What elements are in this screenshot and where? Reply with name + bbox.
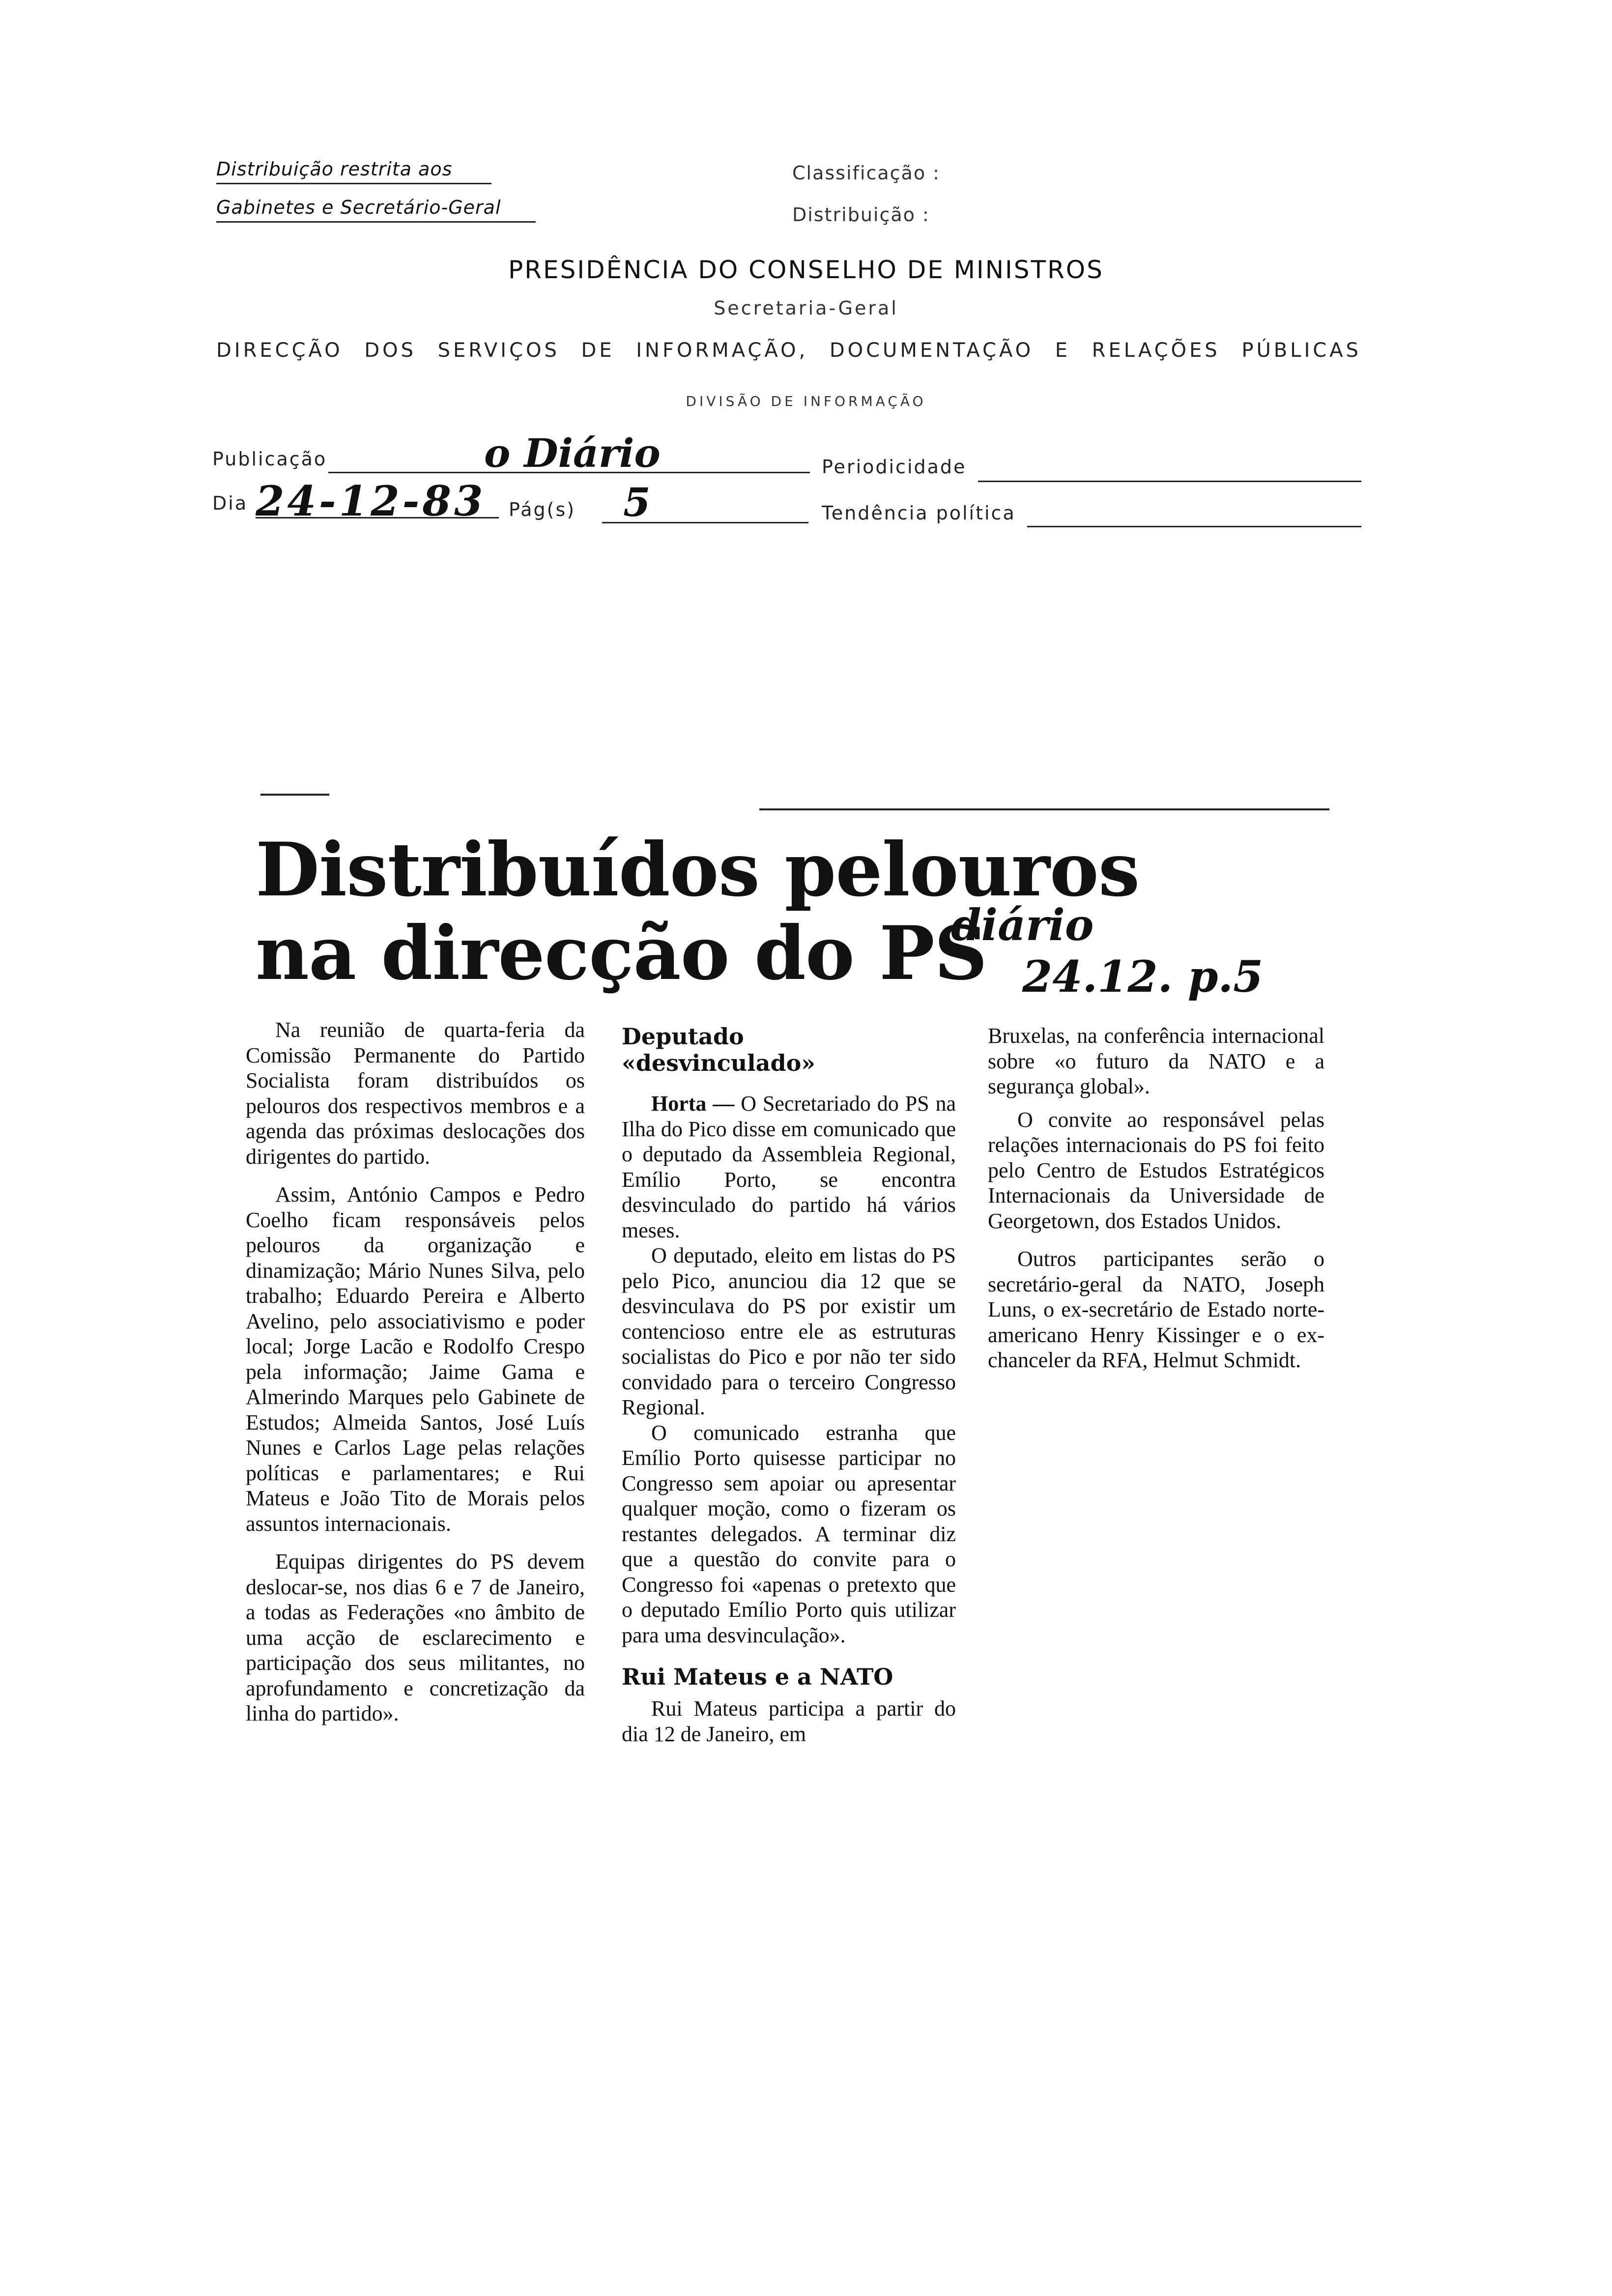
political-tendency-line: [1027, 526, 1361, 527]
department-title: [216, 339, 1361, 362]
dept-word: DOCUMENTAÇÃO: [829, 339, 1034, 362]
dept-word: PÚBLICAS: [1241, 339, 1361, 362]
dept-word: DOS: [364, 339, 416, 362]
dept-word: DE: [581, 339, 615, 362]
publication-label: Publicação: [212, 448, 327, 470]
underline: [216, 221, 536, 223]
top-rule-short: [260, 794, 329, 796]
dept-word: E: [1055, 339, 1071, 362]
paragraph: [622, 1091, 956, 1243]
distribution-label: Distribuição :: [792, 204, 930, 226]
dept-word: SERVIÇOS: [437, 339, 560, 362]
headline-line2: na direcção do PS: [256, 910, 987, 997]
paragraph: Rui Mateus participa a partir do dia 12 de Janeiro, em: [622, 1696, 956, 1746]
headline-line1: Distribuídos pelouros: [256, 827, 1140, 913]
political-tendency-label: Tendência política: [822, 502, 1016, 524]
periodicity-label: Periodicidade: [822, 456, 967, 478]
paragraph-text: O Secretariado do PS na Ilha do Pico disse em comunicado que o deputado da Assembleia Regional, Emílio Porto, se encontra desvinculado do partido há vários meses.: [622, 1091, 956, 1242]
paragraph: O comunicado estranha que Emílio Porto quisesse participar no Congresso sem apoiar ou apresentar qualquer moção, como o fizeram os restantes delegados. A terminar diz que a questão do convite para o Congresso foi «apenas o pretexto que o deputado Emílio Porto quis utilizar para uma desvinculação».: [622, 1420, 956, 1647]
dept-word: INFORMAÇÃO,: [636, 339, 808, 362]
day-label: Dia: [212, 492, 248, 514]
restricted-distribution-line1: Distribuição restrita aos: [216, 158, 453, 180]
dept-word: RELAÇÕES: [1092, 339, 1220, 362]
paragraph: O convite ao responsável pelas relações internacionais do PS foi feito pelo Centro de Estudos Estratégicos Internacionais da Universidade de Georgetown, dos Estados Unidos.: [988, 1107, 1324, 1233]
article-column-1: [246, 1017, 585, 1726]
pages-label: Pág(s): [509, 499, 576, 520]
dept-word: DIRECÇÃO: [216, 339, 343, 362]
restricted-distribution-line2: Gabinetes e Secretário-Geral: [216, 197, 501, 218]
secretariat-title: Secretaria-Geral: [714, 297, 898, 319]
handwritten-date-note: 24.12. p.5: [1022, 951, 1264, 1002]
paragraph: Bruxelas, na conferência internacional sobre «o futuro da NATO e a segurança global».: [988, 1024, 1324, 1098]
handwritten-source-note: diário: [951, 899, 1094, 950]
division-title: DIVISÃO DE INFORMAÇÃO: [686, 393, 926, 409]
top-rule-long: [759, 808, 1329, 810]
classification-label: Classificação :: [792, 162, 940, 184]
publication-value-handwritten: o Diário: [484, 430, 661, 476]
subhead-line: Deputado: [622, 1023, 744, 1050]
paragraph: O deputado, eleito em listas do PS pelo Pico, anunciou dia 12 que se desvinculava do PS por existir um contencioso entre ele as estruturas socialistas do Pico e por não ter sido convidado para o terceiro Congresso Regional.: [622, 1243, 956, 1419]
subhead-rui-mateus: Rui Mateus e a NATO: [622, 1664, 893, 1690]
article-column-2: [622, 1023, 956, 1747]
paragraph: Assim, António Campos e Pedro Coelho ficam responsáveis pelos pelouros da organização e dinamização; Mário Nunes Silva, pelo trabalho; Eduardo Pereira e Alberto Avelino, pelo associativismo e poder local; Jorge Lacão e Rodolfo Crespo pela informação; Jaime Gama e Almerindo Marques pelo Gabinete de Estudos; Almeida Santos, José Luís Nunes e Carlos Lage pelas relações políticas e parlamentares; e Rui Mateus e João Tito de Morais pelos assuntos internacionais.: [246, 1182, 585, 1536]
subhead-deputado: [622, 1023, 956, 1076]
dateline: Horta —: [651, 1091, 735, 1116]
paragraph: Outros participantes serão o secretário-geral da NATO, Joseph Luns, o ex-secretário de Estado norte-americano Henry Kissinger e o ex-chanceler da RFA, Helmut Schmidt.: [988, 1247, 1324, 1372]
underline: [216, 183, 491, 184]
ministry-title: PRESIDÊNCIA DO CONSELHO DE MINISTROS: [508, 256, 1104, 284]
subhead-line: «desvinculado»: [622, 1050, 816, 1076]
periodicity-line: [978, 481, 1361, 482]
pages-value-handwritten: 5: [623, 479, 651, 525]
article-column-3: [988, 1023, 1324, 1373]
paragraph: Na reunião de quarta-feria da Comissão Permanente do Partido Socialista foram distribuídos os pelouros dos respectivos membros e a agenda das próximas deslocações dos dirigentes do partido.: [246, 1018, 585, 1169]
paragraph: Equipas dirigentes do PS devem deslocar-se, nos dias 6 e 7 de Janeiro, a todas as Federações «no âmbito de uma acção de esclarecimento e participação dos seus militantes, no aprofundamento e concretização da linha do partido».: [246, 1550, 585, 1725]
day-value-handwritten: 24-12-83: [256, 477, 486, 525]
